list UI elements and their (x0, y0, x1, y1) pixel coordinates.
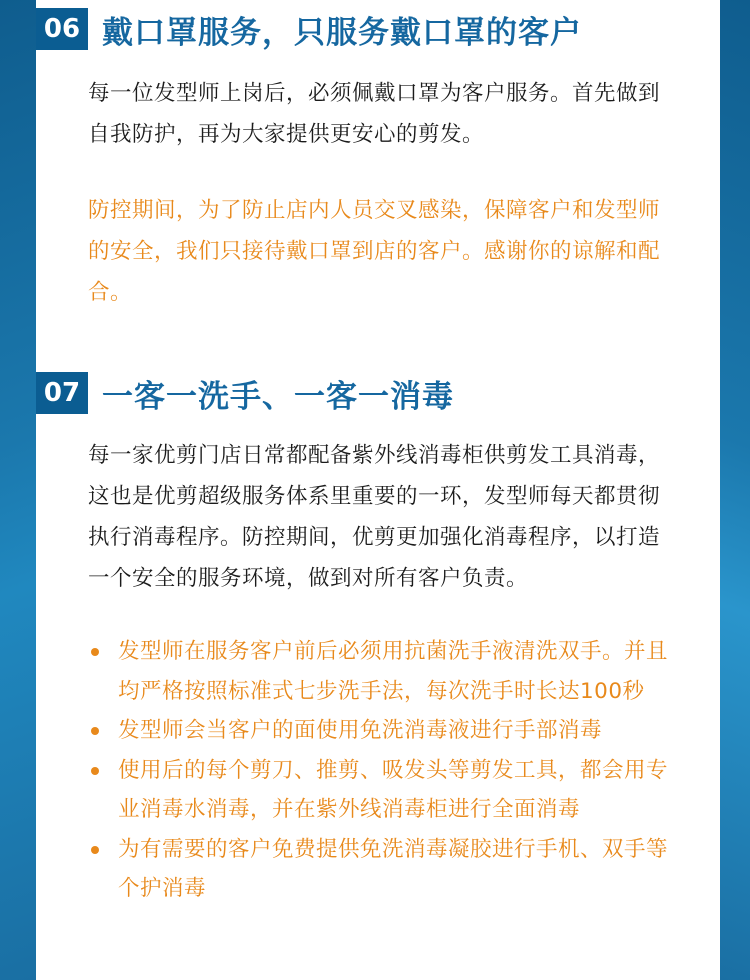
content-panel (36, 0, 720, 980)
section-07-paragraph: 每一家优剪门店日常都配备紫外线消毒柜供剪发工具消毒，这也是优剪超级服务体系里重要的一环，发型师每天都贯彻执行消毒程序。防控期间，优剪更加强化消毒程序，以打造一个安全的服务环境，做到对所有客户负责。 (88, 443, 661, 591)
section-number-badge: 07 (36, 372, 88, 414)
section-title: 一客一洗手、一客一消毒 (102, 378, 454, 415)
list-item-text: 发型师会当客户的面使用免洗消毒液进行手部消毒 (118, 718, 603, 743)
list-item (88, 632, 688, 711)
section-07-header (36, 372, 454, 414)
list-item (88, 751, 688, 830)
right-decorative-band (720, 0, 750, 980)
section-title: 戴口罩服务，只服务戴口罩的客户 (102, 14, 582, 51)
list-item-text: 为有需要的客户免费提供免洗消毒凝胶进行手机、双手等个护消毒 (118, 836, 669, 901)
section-number-badge: 06 (36, 8, 88, 50)
list-item-text: 使用后的每个剪刀、推剪、吸发头等剪发工具，都会用专业消毒水消毒，并在紫外线消毒柜进行全面消毒 (118, 757, 669, 822)
bullet-dot-icon (91, 767, 99, 775)
list-item-text: 发型师在服务客户前后必须用抗菌洗手液清洗双手。并且均严格按照标准式七步洗手法，每次洗手时长达100秒 (118, 639, 669, 704)
bullet-dot-icon (91, 846, 99, 854)
bullet-dot-icon (91, 727, 99, 735)
left-decorative-band (0, 0, 36, 980)
section-06-header (36, 8, 582, 50)
list-item (88, 711, 688, 751)
list-item (88, 830, 688, 909)
disinfection-bullet-list (88, 632, 688, 909)
bullet-dot-icon (91, 648, 99, 656)
section-06-paragraph: 每一位发型师上岗后，必须佩戴口罩为客户服务。首先做到自我防护，再为大家提供更安心的剪发。 (88, 81, 661, 147)
section-06-notice-paragraph: 防控期间，为了防止店内人员交叉感染，保障客户和发型师的安全，我们只接待戴口罩到店的客户。感谢你的谅解和配合。 (88, 198, 661, 305)
